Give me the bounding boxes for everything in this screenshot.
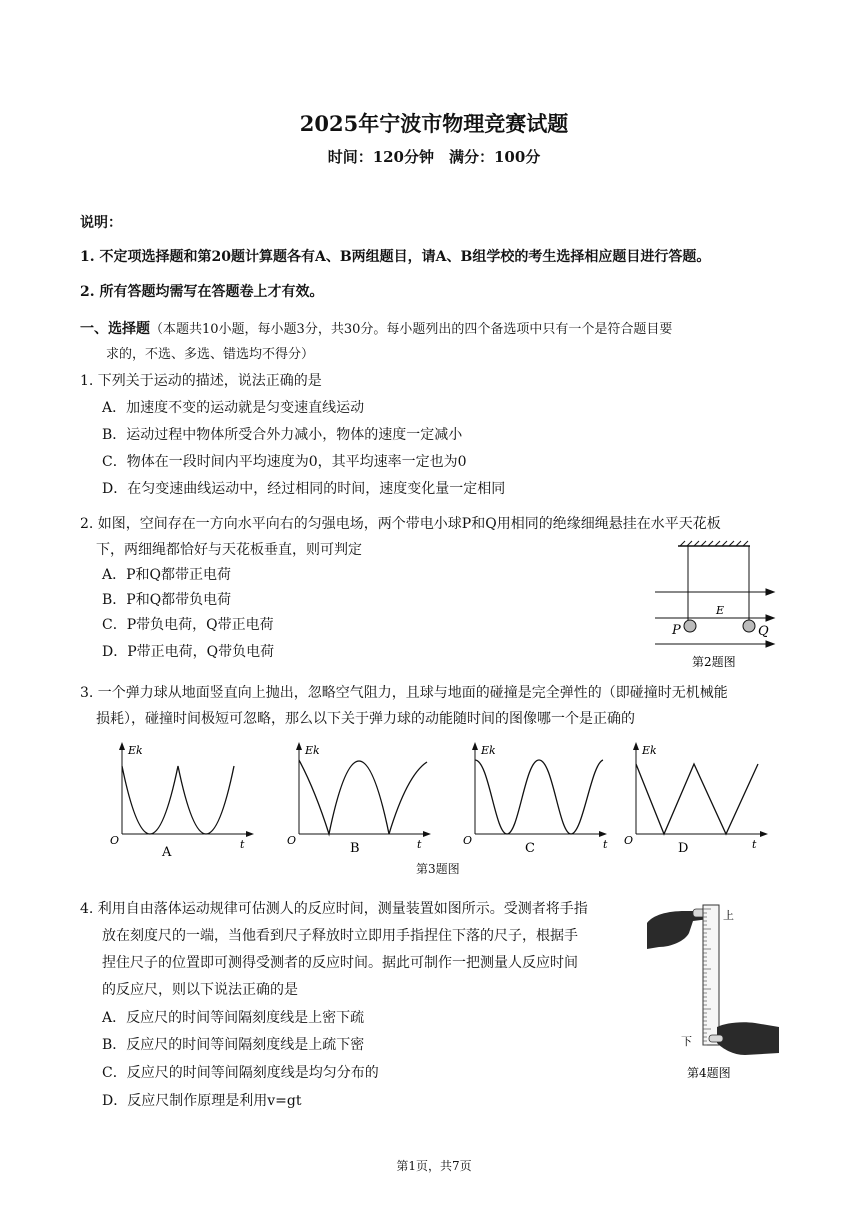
- origin: O: [463, 834, 473, 847]
- q4-stem-2: 放在刻度尺的一端，当他看到尺子释放时立即用手指捏住下落的尺子，根据手: [102, 928, 578, 944]
- q2-stem-2: 下，两细绳都恰好与天花板垂直，则可判定: [96, 542, 362, 558]
- xlabel: t: [603, 838, 608, 851]
- bottom-finger: [709, 1035, 723, 1042]
- ylabel: Ek: [128, 744, 143, 757]
- ylabel: Ek: [642, 744, 657, 757]
- section-desc-2: 求的，不选、多选、错选均不得分）: [106, 347, 315, 362]
- page-title: 2025年宁波市物理竞赛试题: [299, 111, 569, 136]
- q2-option-c: C．P带负电荷，Q带正电荷: [102, 617, 274, 633]
- origin: O: [287, 834, 297, 847]
- section-header: [80, 318, 672, 338]
- q2-option-b: B．P和Q都带负电荷: [102, 592, 232, 608]
- curve: [299, 760, 427, 834]
- top-label: 上: [723, 909, 734, 922]
- q1-option-a: A．加速度不变的运动就是匀变速直线运动: [102, 400, 365, 416]
- ball-q: [743, 620, 755, 632]
- section-desc-1: （本题共10小题，每小题3分，共30分。每小题列出的四个备选项中只有一个是符合题目要: [150, 322, 673, 337]
- exam-info: 时间：120分钟 满分：100分: [327, 148, 541, 166]
- ball-p: [684, 620, 696, 632]
- origin: O: [624, 834, 634, 847]
- q1-option-c: C．物体在一段时间内平均速度为0，其平均速率一定也为0: [102, 454, 467, 470]
- q2-option-d: D．P带正电荷，Q带负电荷: [102, 644, 275, 660]
- graph-letter: D: [678, 841, 689, 856]
- curve: [636, 764, 758, 834]
- graph-letter: B: [350, 841, 360, 856]
- field-label: E: [716, 604, 725, 617]
- y-arrow: [472, 742, 478, 750]
- q2-figure: [650, 540, 780, 680]
- bottom-label: 下: [681, 1035, 692, 1048]
- y-arrow: [633, 742, 639, 750]
- q1-option-d: D．在匀变速曲线运动中，经过相同的时间，速度变化量一定相同: [102, 481, 506, 497]
- origin: O: [110, 834, 120, 847]
- q1-stem: 1. 下列关于运动的描述，说法正确的是: [80, 373, 322, 389]
- xlabel: t: [240, 838, 245, 851]
- q3-stem-2: 损耗），碰撞时间极短可忽略，那么以下关于弹力球的动能随时间的图像哪一个是正确的: [96, 711, 635, 727]
- graph-a: [110, 740, 260, 860]
- ylabel: Ek: [305, 744, 320, 757]
- q2-stem-1: 2. 如图，空间存在一方向水平向右的匀强电场，两个带电小球P和Q用相同的绝缘细绳悬挂在水平天花板: [80, 516, 721, 532]
- x-arrow: [423, 831, 431, 837]
- xlabel: t: [752, 838, 757, 851]
- q4-stem-4: 的反应尺，则以下说法正确的是: [102, 982, 298, 998]
- graph-c: [463, 740, 613, 860]
- x-arrow: [760, 831, 768, 837]
- ylabel: Ek: [481, 744, 496, 757]
- curve: [122, 766, 234, 834]
- q3-caption: 第3题图: [416, 862, 460, 876]
- q4-option-c: C．反应尺的时间等间隔刻度线是均匀分布的: [102, 1065, 379, 1081]
- label-q: Q: [758, 624, 769, 639]
- q2-caption: 第2题图: [692, 655, 736, 669]
- section-title: 一、选择题: [80, 321, 150, 337]
- q4-option-d: D．反应尺制作原理是利用v=gt: [102, 1093, 302, 1109]
- xlabel: t: [417, 838, 422, 851]
- notes-heading: 说明：: [80, 215, 122, 231]
- q4-stem-3: 捏住尺子的位置即可测得受测者的反应时间。据此可制作一把测量人反应时间: [102, 955, 578, 971]
- q4-stem-1: 4. 利用自由落体运动规律可估测人的反应时间，测量装置如图所示。受测者将手指: [80, 901, 588, 917]
- graph-letter: C: [525, 841, 535, 856]
- page-number: 第1页，共7页: [396, 1159, 472, 1173]
- q4-caption: 第4题图: [687, 1066, 731, 1080]
- notes-line-2: 2. 所有答题均需写在答题卷上才有效。: [80, 284, 324, 300]
- q2-option-a: A．P和Q都带正电荷: [102, 567, 232, 583]
- q4-option-b: B．反应尺的时间等间隔刻度线是上疏下密: [102, 1037, 365, 1053]
- notes-line-1: 1. 不定项选择题和第20题计算题各有A、B两组题目，请A、B组学校的考生选择相应题目进行答题。: [80, 249, 711, 265]
- q1-option-b: B．运动过程中物体所受合外力减小，物体的速度一定减小: [102, 427, 463, 443]
- graph-letter: A: [162, 845, 172, 860]
- graph-d: [624, 740, 774, 860]
- q3-stem-1: 3. 一个弹力球从地面竖直向上抛出，忽略空气阻力，且球与地面的碰撞是完全弹性的（即碰撞时无机械能: [80, 685, 728, 701]
- bottom-hand-icon: [717, 1022, 779, 1055]
- curve: [475, 760, 603, 834]
- x-arrow: [599, 831, 607, 837]
- x-arrow: [246, 831, 254, 837]
- q4-figure: [645, 895, 785, 1085]
- ruler: [703, 905, 719, 1045]
- y-arrow: [296, 742, 302, 750]
- y-arrow: [119, 742, 125, 750]
- field-lines: [655, 589, 774, 647]
- label-p: P: [672, 623, 681, 638]
- q4-option-a: A．反应尺的时间等间隔刻度线是上密下疏: [102, 1010, 365, 1026]
- graph-b: [287, 740, 437, 860]
